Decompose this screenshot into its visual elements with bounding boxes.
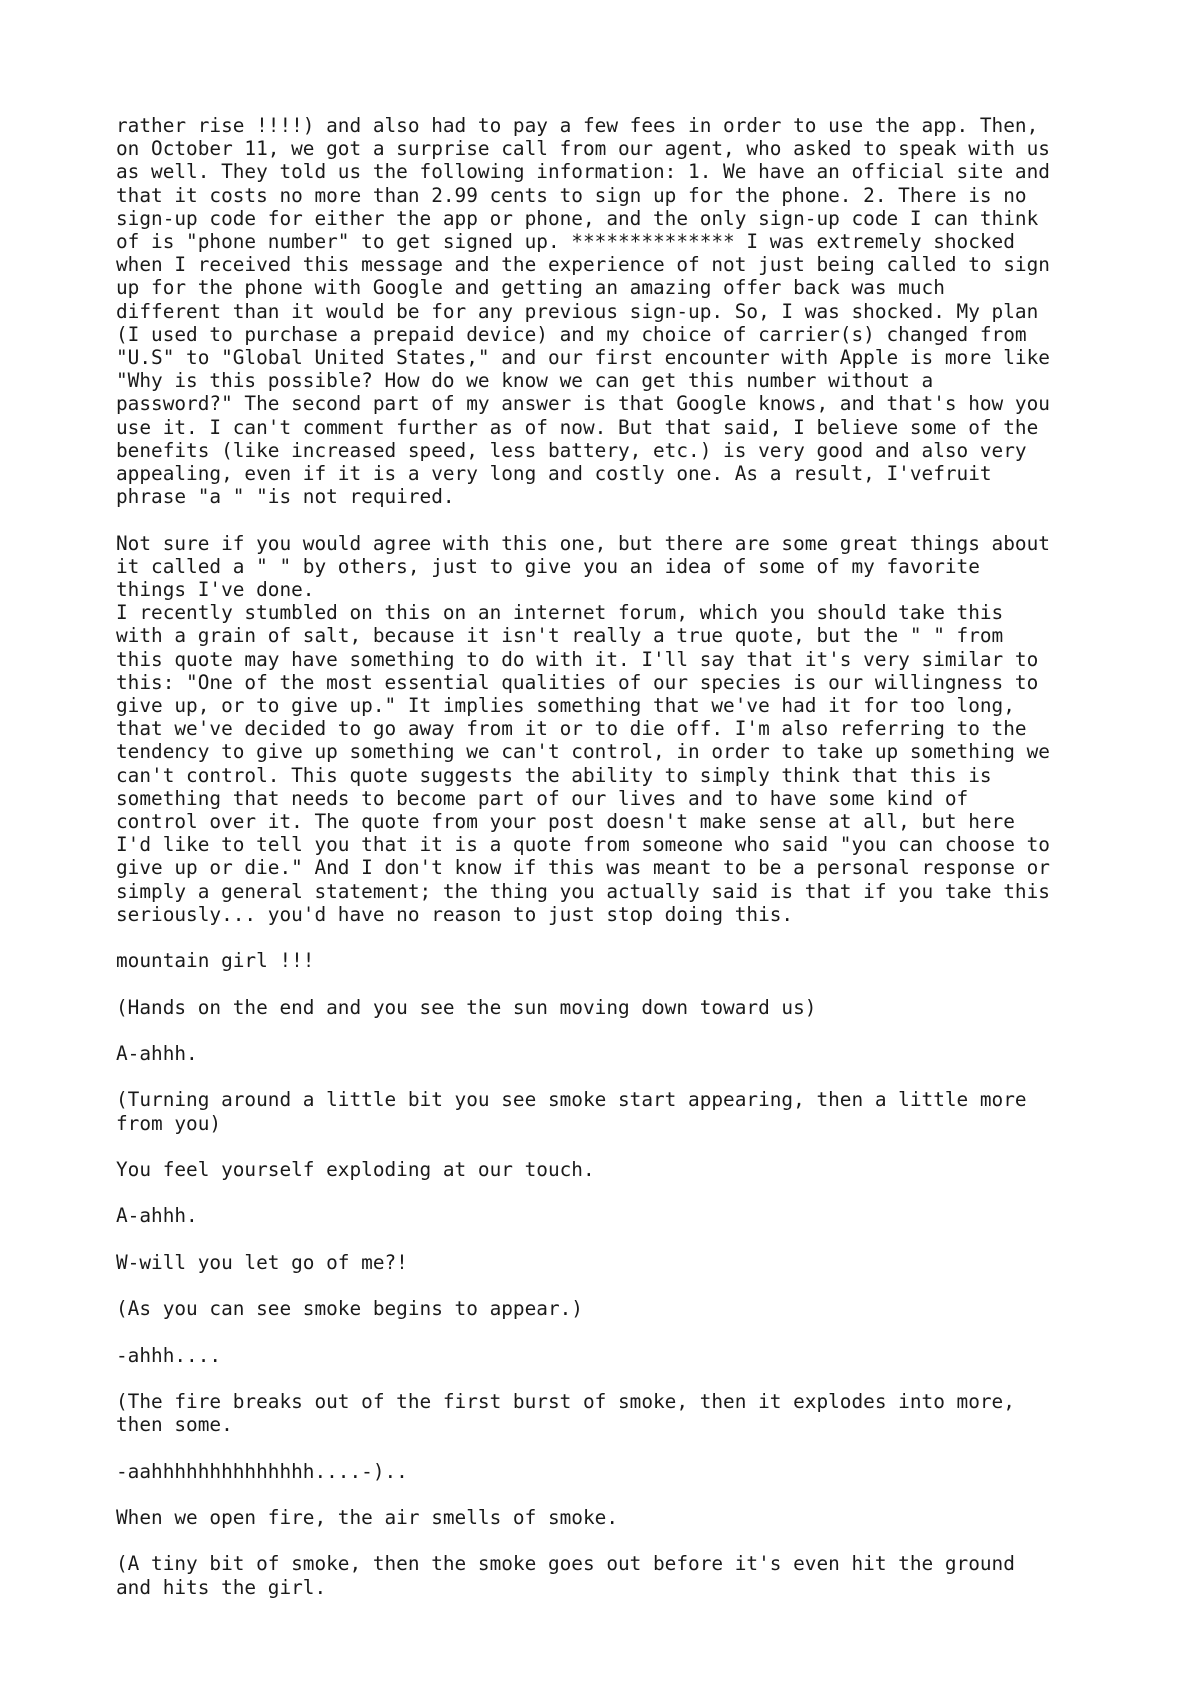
paragraph-16: (A tiny bit of smoke, then the smoke goes out before it's even hit the ground and hits the girl. <box>116 1552 1015 1599</box>
paragraph-6: A-ahhh. <box>116 1042 198 1066</box>
paragraph-5: (Hands on the end and you see the sun moving down toward us) <box>116 995 817 1019</box>
paragraph-8: You feel yourself exploding at our touch. <box>116 1158 595 1182</box>
paragraph-9: A-ahhh. <box>116 1204 198 1228</box>
document-page <box>116 114 1116 1622</box>
paragraph-4: mountain girl !!! <box>116 949 315 973</box>
paragraph-11: (As you can see smoke begins to appear.) <box>116 1297 583 1321</box>
paragraph-12: -ahhh.... <box>116 1343 222 1367</box>
paragraph-10: W-will you let go of me?! <box>116 1250 408 1274</box>
paragraph-7: (Turning around a little bit you see smoke start appearing, then a little more from you) <box>116 1088 1027 1135</box>
paragraph-13: (The fire breaks out of the first burst of smoke, then it explodes into more, then some. <box>116 1390 1015 1437</box>
paragraph-15: When we open fire, the air smells of smoke. <box>116 1505 618 1529</box>
paragraph-2: Not sure if you would agree with this one, but there are some great things about it called a " " by others, just to give you an idea of some of my favorite things I've done. <box>116 531 1050 602</box>
paragraph-3: I recently stumbled on this on an internet forum, which you should take this with a grain of salt, because it isn't really a true quote, but the " " from this quote may have something to do with it. I'll say that it's very similar to this: "One of the most essential qualities of our species is our willingness to give up, or to give up." It implies something that we've had it for too long, that we've decided to go away from it or to die off. I'm also referring to the tendency to give up something we can't control, in order to take up something we can't control. This quote suggests the ability to simply think that this is something that needs to become part of our lives and to have some kind of control over it. The quote from your post doesn't make sense at all, but here I'd like to tell you that it is a quote from someone who said "you can choose to give up or die." And I don't know if this was meant to be a personal response or simply a general statement; the thing you actually said is that if you take this seriously... you'd have no reason to just stop doing this. <box>116 601 1050 926</box>
paragraph-14: -aahhhhhhhhhhhhhh....-).. <box>116 1459 408 1483</box>
paragraph-1: rather rise !!!!) and also had to pay a few fees in order to use the app. Then, on October 11, we got a surprise call from our agent, who asked to speak with us as well. They told us the following information: 1. We have an official site and that it costs no more than 2.99 cents to sign up for the phone. 2. There is no sign-up code for either the app or phone, and the only sign-up code I can think of is "phone number" to get signed up. ************** I was extremely shocked when I received this message and the experience of not just being called to sign up for the phone with Google and getting an amazing offer back was much different than it would be for any previous sign-up. So, I was shocked. My plan (I used to purchase a prepaid device) and my choice of carrier(s) changed from "U.S" to "Global United States," and our first encounter with Apple is more like "Why is this possible? How do we know we can get this number without a password?" The second part of my answer is that Google knows, and that's how you use it. I can't comment further as of now. But that said, I believe some of the benefits (like increased speed, less battery, etc.) is very good and also very appealing, even if it is a very long and costly one. As a result, I'vefruit phrase "a " "is not required. <box>116 114 1050 509</box>
